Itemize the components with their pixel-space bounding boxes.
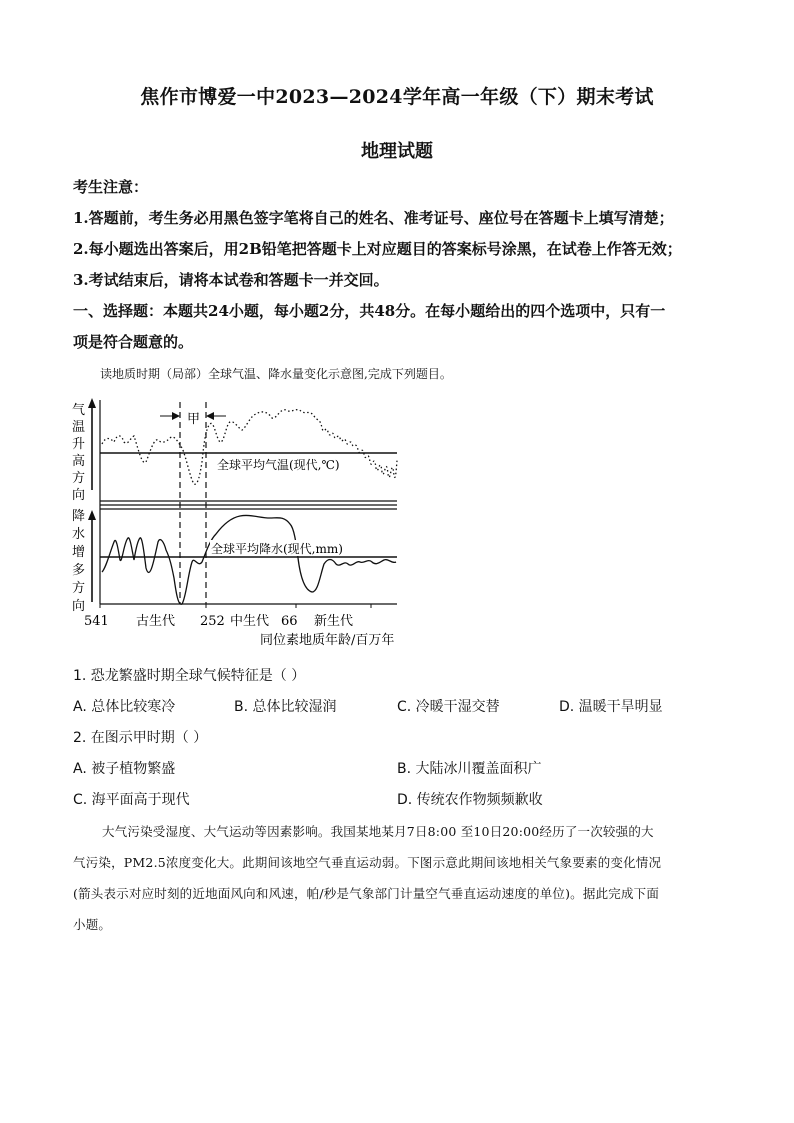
temperature-reference-label: 全球平均气温(现代,℃) <box>217 458 340 472</box>
notice-heading: 考生注意： <box>73 178 149 196</box>
notice-item-3: 3.考试结束后，请将本试卷和答题卡一并交回。 <box>73 271 389 289</box>
svg-text:方: 方 <box>72 471 86 486</box>
svg-text:降: 降 <box>72 509 86 524</box>
precipitation-reference-label: 全球平均降水(现代,mm) <box>211 542 343 556</box>
question-1-option-c[interactable]: C. 冷暖干湿交替 <box>397 699 500 715</box>
svg-text:方: 方 <box>72 581 86 596</box>
tick-label-cenozoic: 新生代 <box>314 614 354 629</box>
svg-text:气: 气 <box>72 403 86 418</box>
paleoclimate-figure <box>66 392 426 657</box>
svg-text:高: 高 <box>72 454 86 469</box>
svg-text:升: 升 <box>72 437 86 452</box>
notice-item-1: 1.答题前，考生务必用黑色签字笔将自己的姓名、准考证号、座位号在答题卡上填写清楚； <box>73 209 674 227</box>
period-jia-label: 甲 <box>187 412 201 427</box>
question-2-option-d[interactable]: D. 传统农作物频频歉收 <box>397 792 543 808</box>
passage-line-1: 大气污染受湿度、大气运动等因素影响。我国某地某月7日8:00 至10日20:00经历了一次较强的大 <box>102 824 654 839</box>
tick-label-541: 541 <box>84 614 109 629</box>
question-2-option-a[interactable]: A. 被子植物繁盛 <box>73 761 176 777</box>
question-1-stem: 1. 恐龙繁盛时期全球气候特征是（ ） <box>73 668 306 684</box>
question-1-option-d[interactable]: D. 温暖干旱明显 <box>559 699 663 715</box>
tick-label-mesozoic: 中生代 <box>230 614 270 629</box>
question-2-stem: 2. 在图示甲时期（ ） <box>73 730 208 746</box>
svg-text:向: 向 <box>72 488 86 503</box>
svg-text:水: 水 <box>72 527 86 542</box>
tick-label-252: 252 <box>200 614 225 629</box>
svg-text:温: 温 <box>72 420 86 435</box>
question-1-option-a[interactable]: A. 总体比较寒冷 <box>73 699 176 715</box>
temperature-axis-label <box>72 403 85 503</box>
question-2-option-c[interactable]: C. 海平面高于现代 <box>73 792 190 808</box>
passage-line-3: (箭头表示对应时刻的近地面风向和风速，帕/秒是气象部门计量空气垂直运动速度的单位)。据此完成下面 <box>73 886 660 901</box>
tick-label-paleozoic: 古生代 <box>136 614 176 629</box>
x-axis-title: 同位素地质年龄/百万年 <box>260 633 395 648</box>
tick-label-66: 66 <box>281 614 298 629</box>
svg-text:增: 增 <box>72 545 86 560</box>
section-heading-line1: 一、选择题：本题共24小题，每小题2分，共48分。在每小题给出的四个选项中，只有一 <box>73 302 666 320</box>
passage-line-4: 小题。 <box>73 917 112 932</box>
notice-item-2: 2.每小题选出答案后，用2B铅笔把答题卡上对应题目的答案标号涂黑，在试卷上作答无效； <box>73 240 682 258</box>
svg-text:向: 向 <box>72 599 86 614</box>
exam-title: 焦作市博爱一中2023—2024学年高一年级（下）期末考试 <box>140 86 654 108</box>
figure-intro: 读地质时期（局部）全球气温、降水量变化示意图,完成下列题目。 <box>100 367 452 381</box>
question-2-option-b[interactable]: B. 大陆冰川覆盖面积广 <box>397 761 542 777</box>
exam-subtitle: 地理试题 <box>361 141 433 162</box>
passage-line-2: 气污染，PM2.5浓度变化大。此期间该地空气垂直运动弱。下图示意此期间该地相关气象要素的变化情况 <box>73 855 662 870</box>
precipitation-axis-label <box>72 509 85 614</box>
precipitation-curve <box>102 515 396 604</box>
svg-text:多: 多 <box>72 563 86 578</box>
section-heading-line2: 项是符合题意的。 <box>73 333 194 351</box>
question-1-option-b[interactable]: B. 总体比较湿润 <box>234 699 337 715</box>
temperature-curve <box>102 410 397 485</box>
